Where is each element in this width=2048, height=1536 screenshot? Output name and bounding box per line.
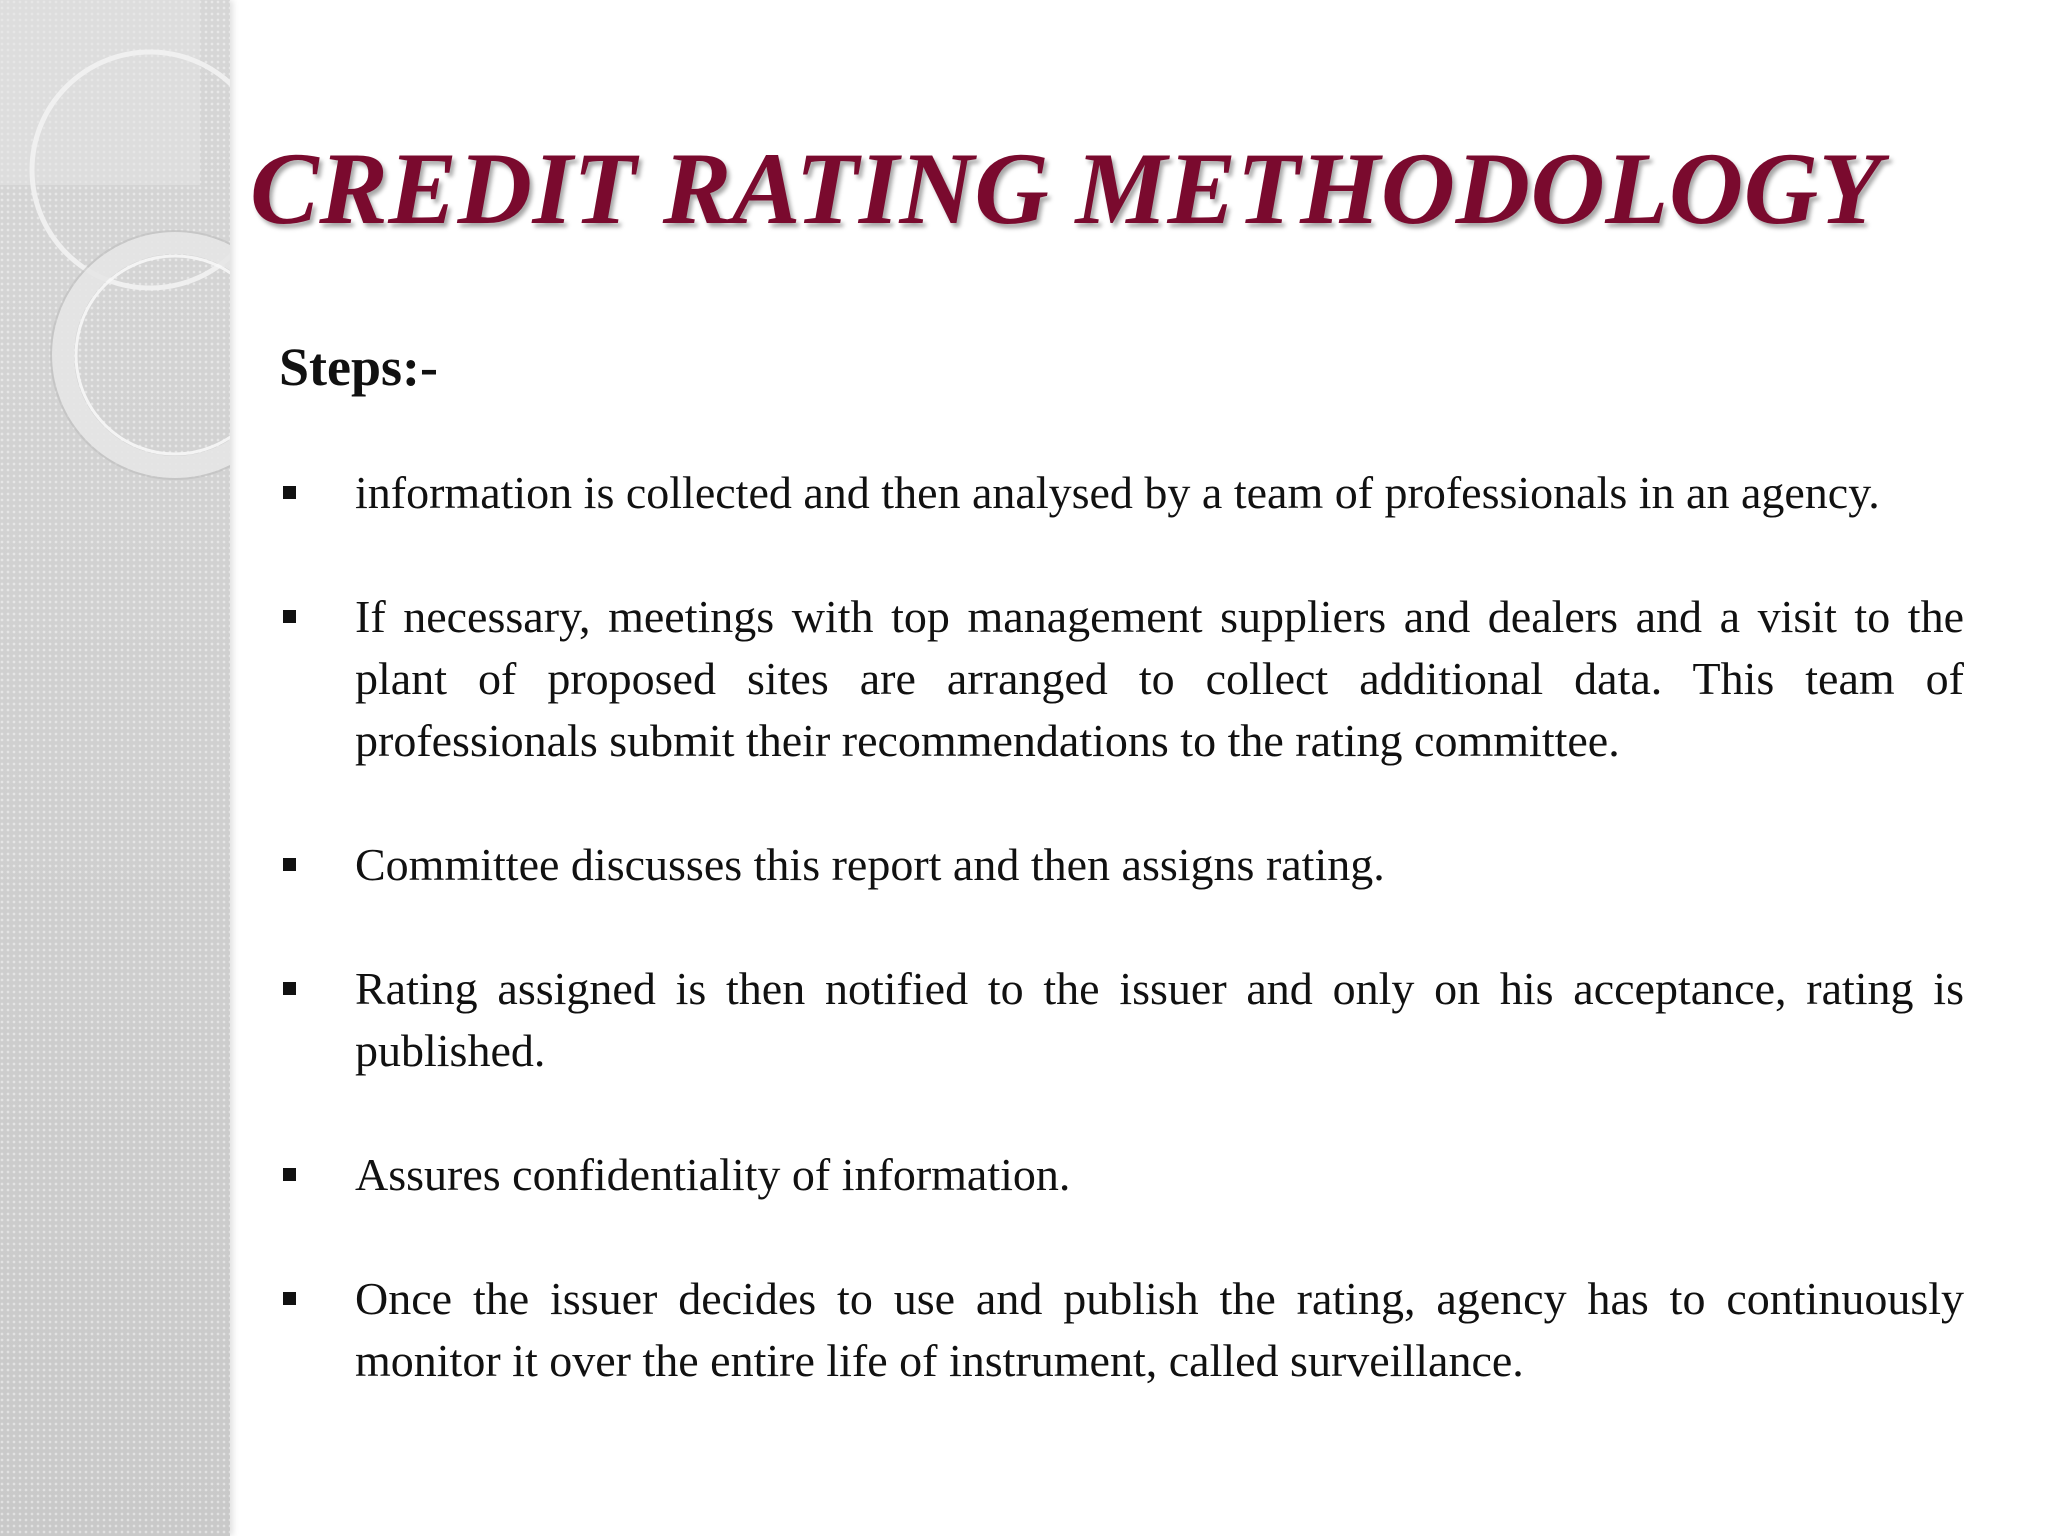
steps-heading: Steps:-	[279, 337, 438, 397]
square-bullet-icon	[283, 1168, 296, 1181]
step-text: Assures confidentiality of information.	[355, 1149, 1071, 1200]
square-bullet-icon	[283, 858, 296, 871]
list-item	[279, 834, 1964, 896]
step-text: information is collected and then analysed by a team of professionals in an agency.	[355, 467, 1880, 518]
step-text: Once the issuer decides to use and publish the rating, agency has to continuously monitor it over the entire life of instrument, called surveillance.	[355, 1273, 1964, 1386]
square-bullet-icon	[283, 1292, 296, 1305]
sidebar-panel	[0, 0, 230, 1536]
steps-list	[279, 462, 1964, 1454]
square-bullet-icon	[283, 982, 296, 995]
step-text: Committee discusses this report and then assigns rating.	[355, 839, 1385, 890]
step-text: Rating assigned is then notified to the issuer and only on his acceptance, rating is published.	[355, 963, 1964, 1076]
list-item	[279, 1268, 1964, 1392]
square-bullet-icon	[283, 486, 296, 499]
list-item	[279, 462, 1964, 524]
list-item	[279, 958, 1964, 1082]
step-text: If necessary, meetings with top management suppliers and dealers and a visit to the plant of proposed sites are arranged to collect additional data. This team of professionals submit their recommendations to the rating committee.	[355, 591, 1964, 766]
slide-title: CREDIT RATING METHODOLOGY	[250, 132, 1883, 246]
ring-decoration-icon	[0, 0, 230, 520]
list-item	[279, 586, 1964, 772]
square-bullet-icon	[283, 610, 296, 623]
list-item	[279, 1144, 1964, 1206]
